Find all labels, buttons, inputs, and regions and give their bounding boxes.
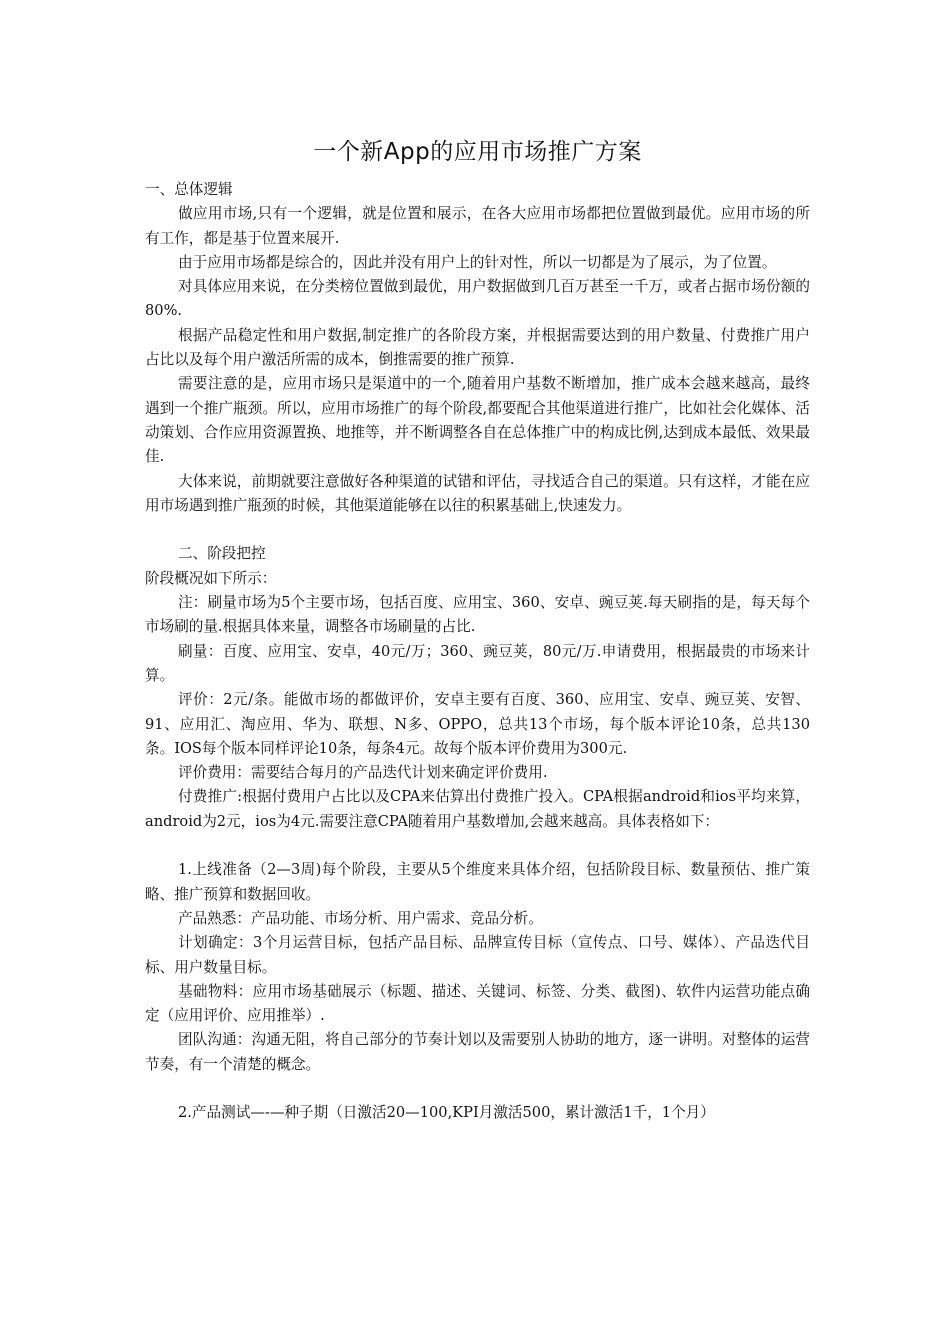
- section-heading: 二、阶段把控: [178, 545, 266, 563]
- paragraph: 由于应用市场都是综合的，因此并没有用户上的针对性，所以一切都是为了展示，为了位置。: [178, 253, 777, 271]
- paragraph: 需要注意的是，应用市场只是渠道中的一个,随着用户基数不断增加，推广成本会越来越高，最终遇到一个推广瓶颈。所以，应用市场推广的每个阶段,都要配合其他渠道进行推广，比如社会化媒体、活动策划、合作应用资源置换、地推等，并不断调整各自在总体推广中的构成比例,达到成本最低、效果最佳.: [145, 375, 810, 466]
- section-heading: 一、总体逻辑: [145, 181, 233, 198]
- paragraph: 产品熟悉：产品功能、市场分析、用户需求、竞品分析。: [178, 909, 543, 927]
- paragraph: 根据产品稳定性和用户数据,制定推广的各阶段方案，并根据需要达到的用户数量、付费推广用户占比以及每个用户激活所需的成本，倒推需要的推广预算.: [145, 326, 810, 369]
- stage-heading: 2.产品测试—-—种子期（日激活20—100,KPI月激活500，累计激活1千，1个月）: [178, 1104, 715, 1122]
- paragraph: 阶段概况如下所示：: [145, 569, 277, 587]
- paragraph: 团队沟通：沟通无阻，将自己部分的节奏计划以及需要别人协助的地方，逐一讲明。对整体的运营节奏，有一个清楚的概念。: [145, 1031, 810, 1073]
- paragraph: 基础物料：应用市场基础展示（标题、描述、关键词、标签、分类、截图)、软件内运营功能点确定（应用评价、应用推举）.: [145, 982, 810, 1025]
- paragraph: 评价费用：需要结合每月的产品迭代计划来确定评价费用.: [178, 764, 548, 782]
- document-title: 一个新App的应用市场推广方案: [313, 139, 642, 165]
- blank-line: [145, 1077, 810, 1101]
- blank-line: [145, 518, 810, 542]
- paragraph: 评价：2元/条。能做市场的都做评价，安卓主要有百度、360、应用宝、安卓、豌豆荚、安智、91、应用汇、淘应用、华为、联想、N多、OPPO，总共13个市场，每个版本评论10条，总共130条。IOS每个版本同样评论10条，每条4元。故每个版本评价费用为300元.: [145, 691, 810, 757]
- paragraph: 做应用市场,只有一个逻辑，就是位置和展示，在各大应用市场都把位置做到最优。应用市场的所有工作，都是基于位置来展开.: [145, 205, 810, 247]
- paragraph: 1.上线准备（2—3周)每个阶段，主要从5个维度来具体介绍，包括阶段目标、数量预估、推广策略、推广预算和数据回收。: [145, 861, 810, 903]
- paragraph: 注：刷量市场为5个主要市场，包括百度、应用宝、360、安卓、豌豆荚.每天刷指的是，每天每个市场刷的量.根据具体来量，调整各市场刷量的占比.: [145, 594, 810, 636]
- paragraph: 大体来说，前期就要注意做好各种渠道的试错和评估，寻找适合自己的渠道。只有这样，才能在应用市场遇到推广瓶颈的时候，其他渠道能够在以往的积累基础上,快速发力。: [145, 472, 810, 514]
- document-body: [145, 178, 810, 1126]
- paragraph: 计划确定：3个月运营目标，包括产品目标、品牌宣传目标（宣传点、口号、媒体）、产品迭代目标、用户数量目标。: [145, 934, 810, 976]
- paragraph: 付费推广:根据付费用户占比以及CPA来估算出付费推广投入。CPA根据android和ios平均来算，android为2元，ios为4元.需要注意CPA随着用户基数增加,会越来越高。具体表格如下：: [145, 788, 810, 830]
- paragraph: 刷量：百度、应用宝、安卓，40元/万；360、豌豆荚，80元/万.申请费用，根据最贵的市场来计算。: [145, 642, 810, 684]
- paragraph: 对具体应用来说，在分类榜位置做到最优，用户数据做到几百万甚至一千万，或者占据市场份额的80%.: [145, 278, 810, 320]
- blank-line: [145, 834, 810, 858]
